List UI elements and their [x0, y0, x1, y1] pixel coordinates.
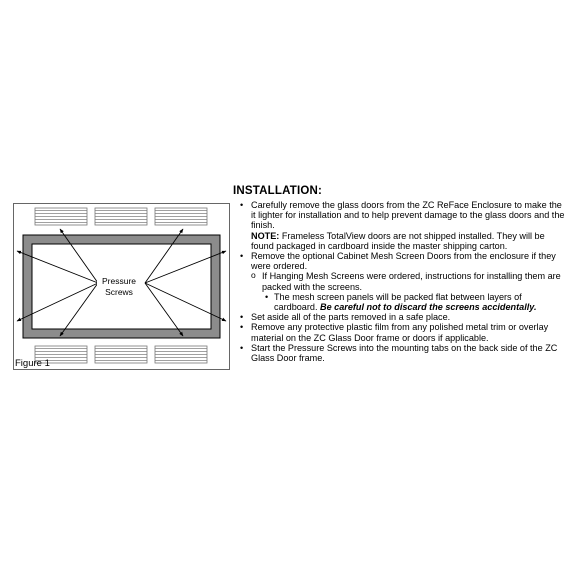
list-item — [233, 200, 565, 251]
pressure-label-line2: Screws — [105, 287, 133, 297]
note-label: NOTE: — [251, 230, 280, 241]
sub-sub-list-item — [262, 292, 565, 312]
pressure-label-line1: Pressure — [101, 276, 136, 286]
bullet-2-text: Remove the optional Cabinet Mesh Screen Doors from the enclosure if they were ordered. — [251, 251, 556, 272]
list-item — [233, 312, 565, 322]
list-item — [233, 322, 565, 342]
sub-sub-bullet-warning: Be careful not to discard the screens accidentally. — [320, 302, 537, 313]
section-heading: INSTALLATION: — [233, 185, 323, 197]
sub-list — [251, 271, 565, 312]
top-louvers — [35, 208, 207, 225]
bullet-4-text: Remove any protective plastic film from any polished metal trim or overlay material on the ZC Glass Door frame or doors if applicable. — [251, 322, 549, 343]
list-item — [233, 251, 565, 312]
figure-caption: Figure 1 — [15, 358, 50, 369]
sub-sub-list — [262, 292, 565, 312]
sub-bullet-1-text: If Hanging Mesh Screens were ordered, instructions for installing them are packed with the screens. — [262, 271, 561, 292]
installation-section — [233, 185, 565, 363]
instruction-list — [233, 200, 565, 363]
bullet-1-text: Carefully remove the glass doors from the ZC ReFace Enclosure to make the it lighter for installation and to help prevent damage to the glass doors and the finish. — [251, 200, 565, 231]
sub-sub-bullet-text: The mesh screen panels will be packed flat between layers of cardboard. — [274, 291, 522, 313]
bullet-3-text: Set aside all of the parts removed in a safe place. — [251, 312, 451, 323]
bottom-louvers — [35, 346, 207, 363]
note-text: Frameless TotalView doors are not shipped installed. They will be found packaged in cardboard inside the master shipping carton. — [251, 230, 545, 251]
list-item — [233, 343, 565, 363]
pressure-screws-label — [97, 276, 141, 300]
sub-list-item — [251, 271, 565, 312]
bullet-5-text: Start the Pressure Screws into the mounting tabs on the back side of the ZC Glass Door frame. — [251, 342, 558, 364]
